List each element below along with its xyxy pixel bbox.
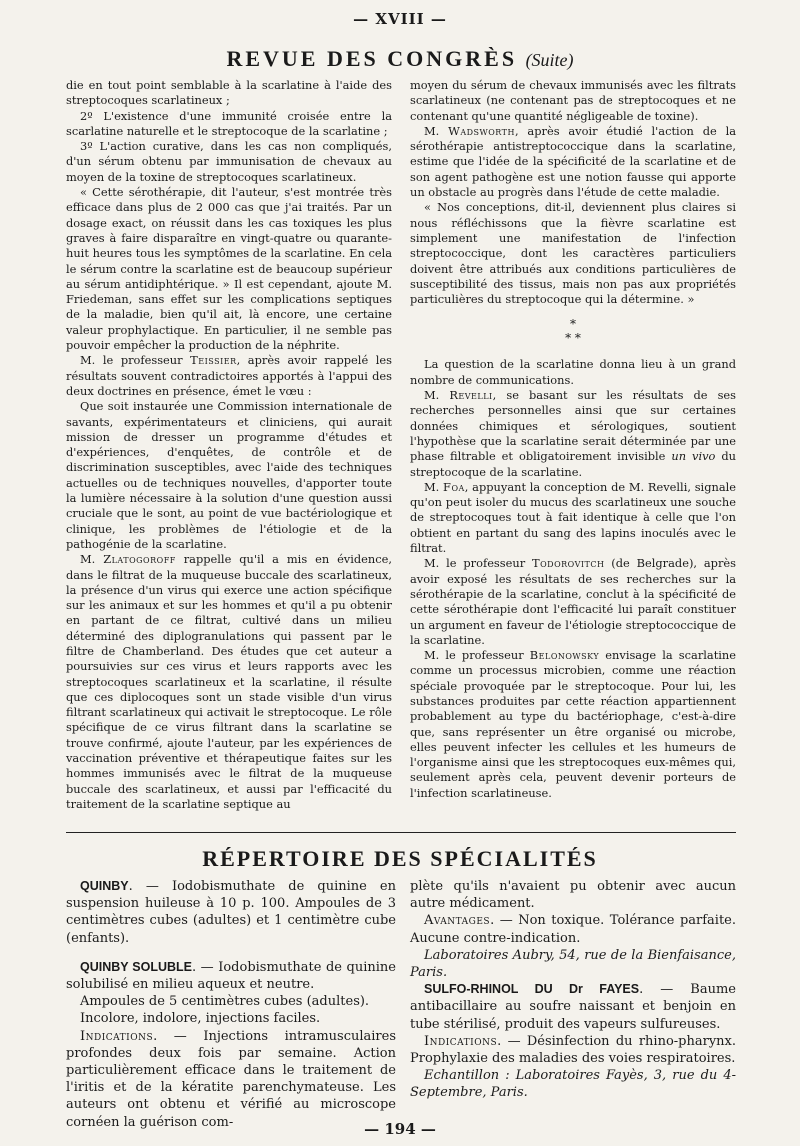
asterism-bottom: * *: [565, 331, 581, 346]
paragraph: [410, 556, 736, 648]
advantages-label: Avantages: [424, 913, 491, 929]
congres-left-column: [66, 78, 392, 812]
product-description: . — Baume antibacillaire au soufre naissant et benjoin en tube stérilisé, produit des vapeurs sulfureuses.: [410, 982, 736, 1032]
text-run: envisage la scarlatine comme un processus microbien, comme une réaction spéciale provoquée par le streptocoque. Pour lui, les substances produites par cette réaction appartiennent probablement au type du bactériophage, c'est-à-dire que, sans représenter un être organisé ou microbe, elles peuvent infecter les cellules et les humeurs de l'organisme ainsi que les streptocoques eux-mêmes qui, seulement après cela, peuvent devenir porteurs de l'infection scarlatineuse.: [410, 648, 736, 800]
section-title-repertoire: RÉPERTOIRE DES SPÉCIALITÉS: [202, 846, 598, 871]
text-run: (de Belgrade), après avoir exposé les résultats de ses recherches sur la sérothérapie de la scarlatine, conclut à la spécificité de cette sérothérapie dont l'efficacité lui paraît constituer un argument en faveur de l'étiologie streptococcique de la scarlatine.: [410, 556, 736, 647]
paragraph: [66, 1028, 396, 1131]
advantages-text: . — Non toxique. Tolérance parfaite. Aucune contre-indication.: [410, 913, 736, 946]
product-name: QUINBY: [80, 879, 129, 893]
text-run: M. le professeur: [424, 648, 530, 663]
product-description: . — Iodobismuthate de quinine solubilisé en milieu aqueux et neutre.: [66, 959, 396, 993]
author-name: Teissier: [190, 353, 237, 368]
paragraph: Incolore, indolore, injections faciles.: [80, 1011, 321, 1027]
congres-right-column: [410, 78, 736, 801]
paragraph: die en tout point semblable à la scarlatine à l'aide des streptocoques scarlatineux ;: [66, 78, 392, 108]
paragraph: [410, 648, 736, 801]
asterism-divider: [410, 317, 736, 345]
product-entry-sulfo-rhinol: [410, 981, 736, 1033]
page-header-roman: — XVIII —: [353, 10, 447, 28]
asterism-top: *: [570, 317, 576, 332]
text-run: M.: [424, 479, 444, 494]
paragraph: [66, 552, 392, 812]
product-name: QUINBY SOLUBLE: [80, 959, 192, 974]
product-entry-quinby-soluble: [66, 959, 396, 993]
text-run: M. le professeur: [80, 353, 191, 368]
indications-label: Indications: [80, 1028, 154, 1044]
section-title-text: REVUE DES CONGRÈS: [226, 46, 518, 71]
text-run: M.: [424, 388, 450, 403]
author-name: Todorovitch: [532, 556, 605, 571]
section-title-suffix: (Suite): [525, 50, 574, 70]
paragraph: [410, 124, 736, 200]
section-divider-rule: [66, 832, 736, 833]
author-name: Revelli: [449, 388, 493, 403]
product-description: . — Iodobismuthate de quinine en suspension huileuse à 10 p. 100. Ampoules de 3 centimètres cubes (adultes) et 1 centimètre cube (enfants).: [66, 879, 396, 946]
paragraph: [410, 1033, 736, 1067]
text-run: du streptocoque de la scarlatine.: [410, 449, 736, 479]
paragraph: plète qu'ils n'avaient pu obtenir avec aucun autre médicament.: [410, 879, 736, 912]
text-run: , après avoir étudié l'action de la sérothérapie antistreptococcique dans la scarlatine, estime que l'idée de la spécificité de la scarlatine et de son agent pathogène est une notion fausse qui apporte un obstacle au progrès dans l'étude de cette maladie.: [410, 123, 737, 200]
paragraph: [66, 353, 392, 399]
text-run: M. le professeur: [424, 556, 532, 571]
repertoire-left-column: [66, 878, 396, 1131]
laboratory-address: [410, 947, 736, 981]
product-name: SULFO-RHINOL DU Dr FAYES: [424, 982, 640, 997]
spacer: [66, 947, 396, 959]
paragraph: 2º L'existence d'une immunité croisée entre la scarlatine naturelle et le streptocoque de la scarlatine ;: [66, 108, 392, 138]
indications-label: Indications: [424, 1033, 498, 1049]
paragraph: « Cette sérothérapie, dit l'auteur, s'est montrée très efficace dans plus de 2 000 cas que j'ai traités. Par un dosage exact, on réussit dans les cas toxiques les plus graves à faire disparaître en vingt-quatre ou quarante-huit heures tous les symptômes de la scarlatine. En cela le sérum contre la scarlatine est de beaucoup supérieur au sérum antidiphtérique. » Il est cependant, ajoute M. Friedeman, sans effet sur les complications septiques de la maladie, bien qu'il ait, là encore, une certaine valeur prophylactique. En particulier, il ne semble pas pouvoir empêcher la production de la néphrite.: [66, 185, 392, 353]
author-name: Foa: [443, 479, 465, 494]
paragraph: « Nos conceptions, dit-il, deviennent plus claires si nous réfléchissons que la fièvre scarlatine est simplement une manifestation de l'infection streptococcique, dont les caractères particuliers doivent être attribués aux conditions particulières de susceptibilité des tissus, mais non pas aux propriétés particulières du streptocoque qui la détermine. »: [410, 200, 736, 307]
sample-address: [410, 1067, 736, 1101]
author-name: Wadsworth: [448, 123, 515, 138]
indications-text: . — Désinfection du rhino-pharynx. Prophylaxie des maladies des voies respiratoires.: [410, 1033, 736, 1067]
italic-text: Laboratoires Aubry, 54, rue de la Bienfaisance, Paris.: [410, 947, 736, 981]
text-run: M.: [424, 123, 449, 138]
text-run: , appuyant la conception de M. Revelli, signale qu'on peut isoler du mucus des scarlatineux une souche de streptocoques tout à fait identique à celle que l'on obtient en partant du sang des lapins inoculés avec le filtrat.: [410, 479, 736, 556]
italic-text: un vivo: [671, 449, 716, 464]
author-name: Belonowsky: [529, 648, 600, 663]
paragraph: La question de la scarlatine donna lieu à un grand nombre de communications.: [410, 357, 736, 387]
indications-text: . — Injections intramusculaires profondes deux fois par semaine. Action particulièrement efficace dans le traitement de l'iritis et de la kératite parenchymateuse. Les auteurs ont obtenu et vérifié au microscope cornéen la guérison com-: [66, 1028, 396, 1130]
author-name: Zlatogoroff: [103, 552, 176, 567]
paragraph: moyen du sérum de chevaux immunisés avec les filtrats scarlatineux (ne contenant pas de streptocoques et ne contenant qu'une quantité négligeable de toxine).: [410, 78, 736, 123]
text-run: , après avoir rappelé les résultats souvent contradictoires apportés à l'appui des deux doctrines en présence, émet le vœu :: [66, 353, 392, 398]
paragraph: 3º L'action curative, dans les cas non compliqués, d'un sérum obtenu par immunisation de chevaux au moyen de la toxine de streptocoques scarlatineux.: [66, 139, 392, 184]
paragraph: [410, 480, 736, 556]
text-run: M.: [80, 552, 104, 567]
text-run: , se basant sur les résultats de ses recherches personnelles ainsi que sur certaines données chimiques et sérologiques, soutient l'hypothèse que la scarlatine serait déterminée par une phase filtrable et obligatoirement invisible: [410, 388, 737, 464]
paragraph: [410, 388, 736, 480]
section-title-revue-des-congres: [0, 46, 800, 72]
paragraph: Que soit instaurée une Commission internationale de savants, expérimentateurs et cliniciens, qui aurait mission de dresser un programme d'études et d'expériences, d'enquêtes, de contrôle et de discrimination susceptibles, avec l'aide des techniques actuelles ou de techniques nouvelles, d'apporter toute la lumière nécessaire à la solution d'une question aussi cruciale que le sont, au point de vue bactériologique et clinique, les problèmes de l'étiologie et de la pathogénie de la scarlatine.: [66, 399, 392, 551]
repertoire-right-column: [410, 878, 736, 1102]
paragraph: Ampoules de 5 centimètres cubes (adultes).: [80, 994, 370, 1010]
text-run: rappelle qu'il a mis en évidence, dans le filtrat de la muqueuse buccale des scarlatineux, la présence d'un virus qui exerce une action spécifique sur les animaux et sur les hommes et qu'il a pu obtenir en partant de ce filtrat, cultivé dans un milieu déterminé des diplogranulations qui passent par le filtre de Chamberland. Des études que cet auteur a poursuivies sur ces virus et leurs rapports avec les streptocoques scarlatineux et la scarlatine, il résulte que ces diplocoques sont un stade visible d'un virus filtrant scarlatineux qui activait le streptocoque. Le rôle spécifique de ce virus filtrant dans la scarlatine se trouve confirmé, ajoute l'auteur, par les expériences de vaccination préventive et thérapeutique faites sur les hommes immunisés avec le filtrat de la muqueuse buccale des scarlatineux, et aussi par l'efficacité du traitement de la scarlatine septique au: [66, 552, 392, 811]
page-number: — 194 —: [364, 1120, 436, 1138]
product-entry-quinby: [66, 878, 396, 947]
paragraph: [410, 912, 736, 946]
italic-text: Echantillon : Laboratoires Fayès, 3, rue du 4-Septembre, Paris.: [410, 1068, 736, 1101]
